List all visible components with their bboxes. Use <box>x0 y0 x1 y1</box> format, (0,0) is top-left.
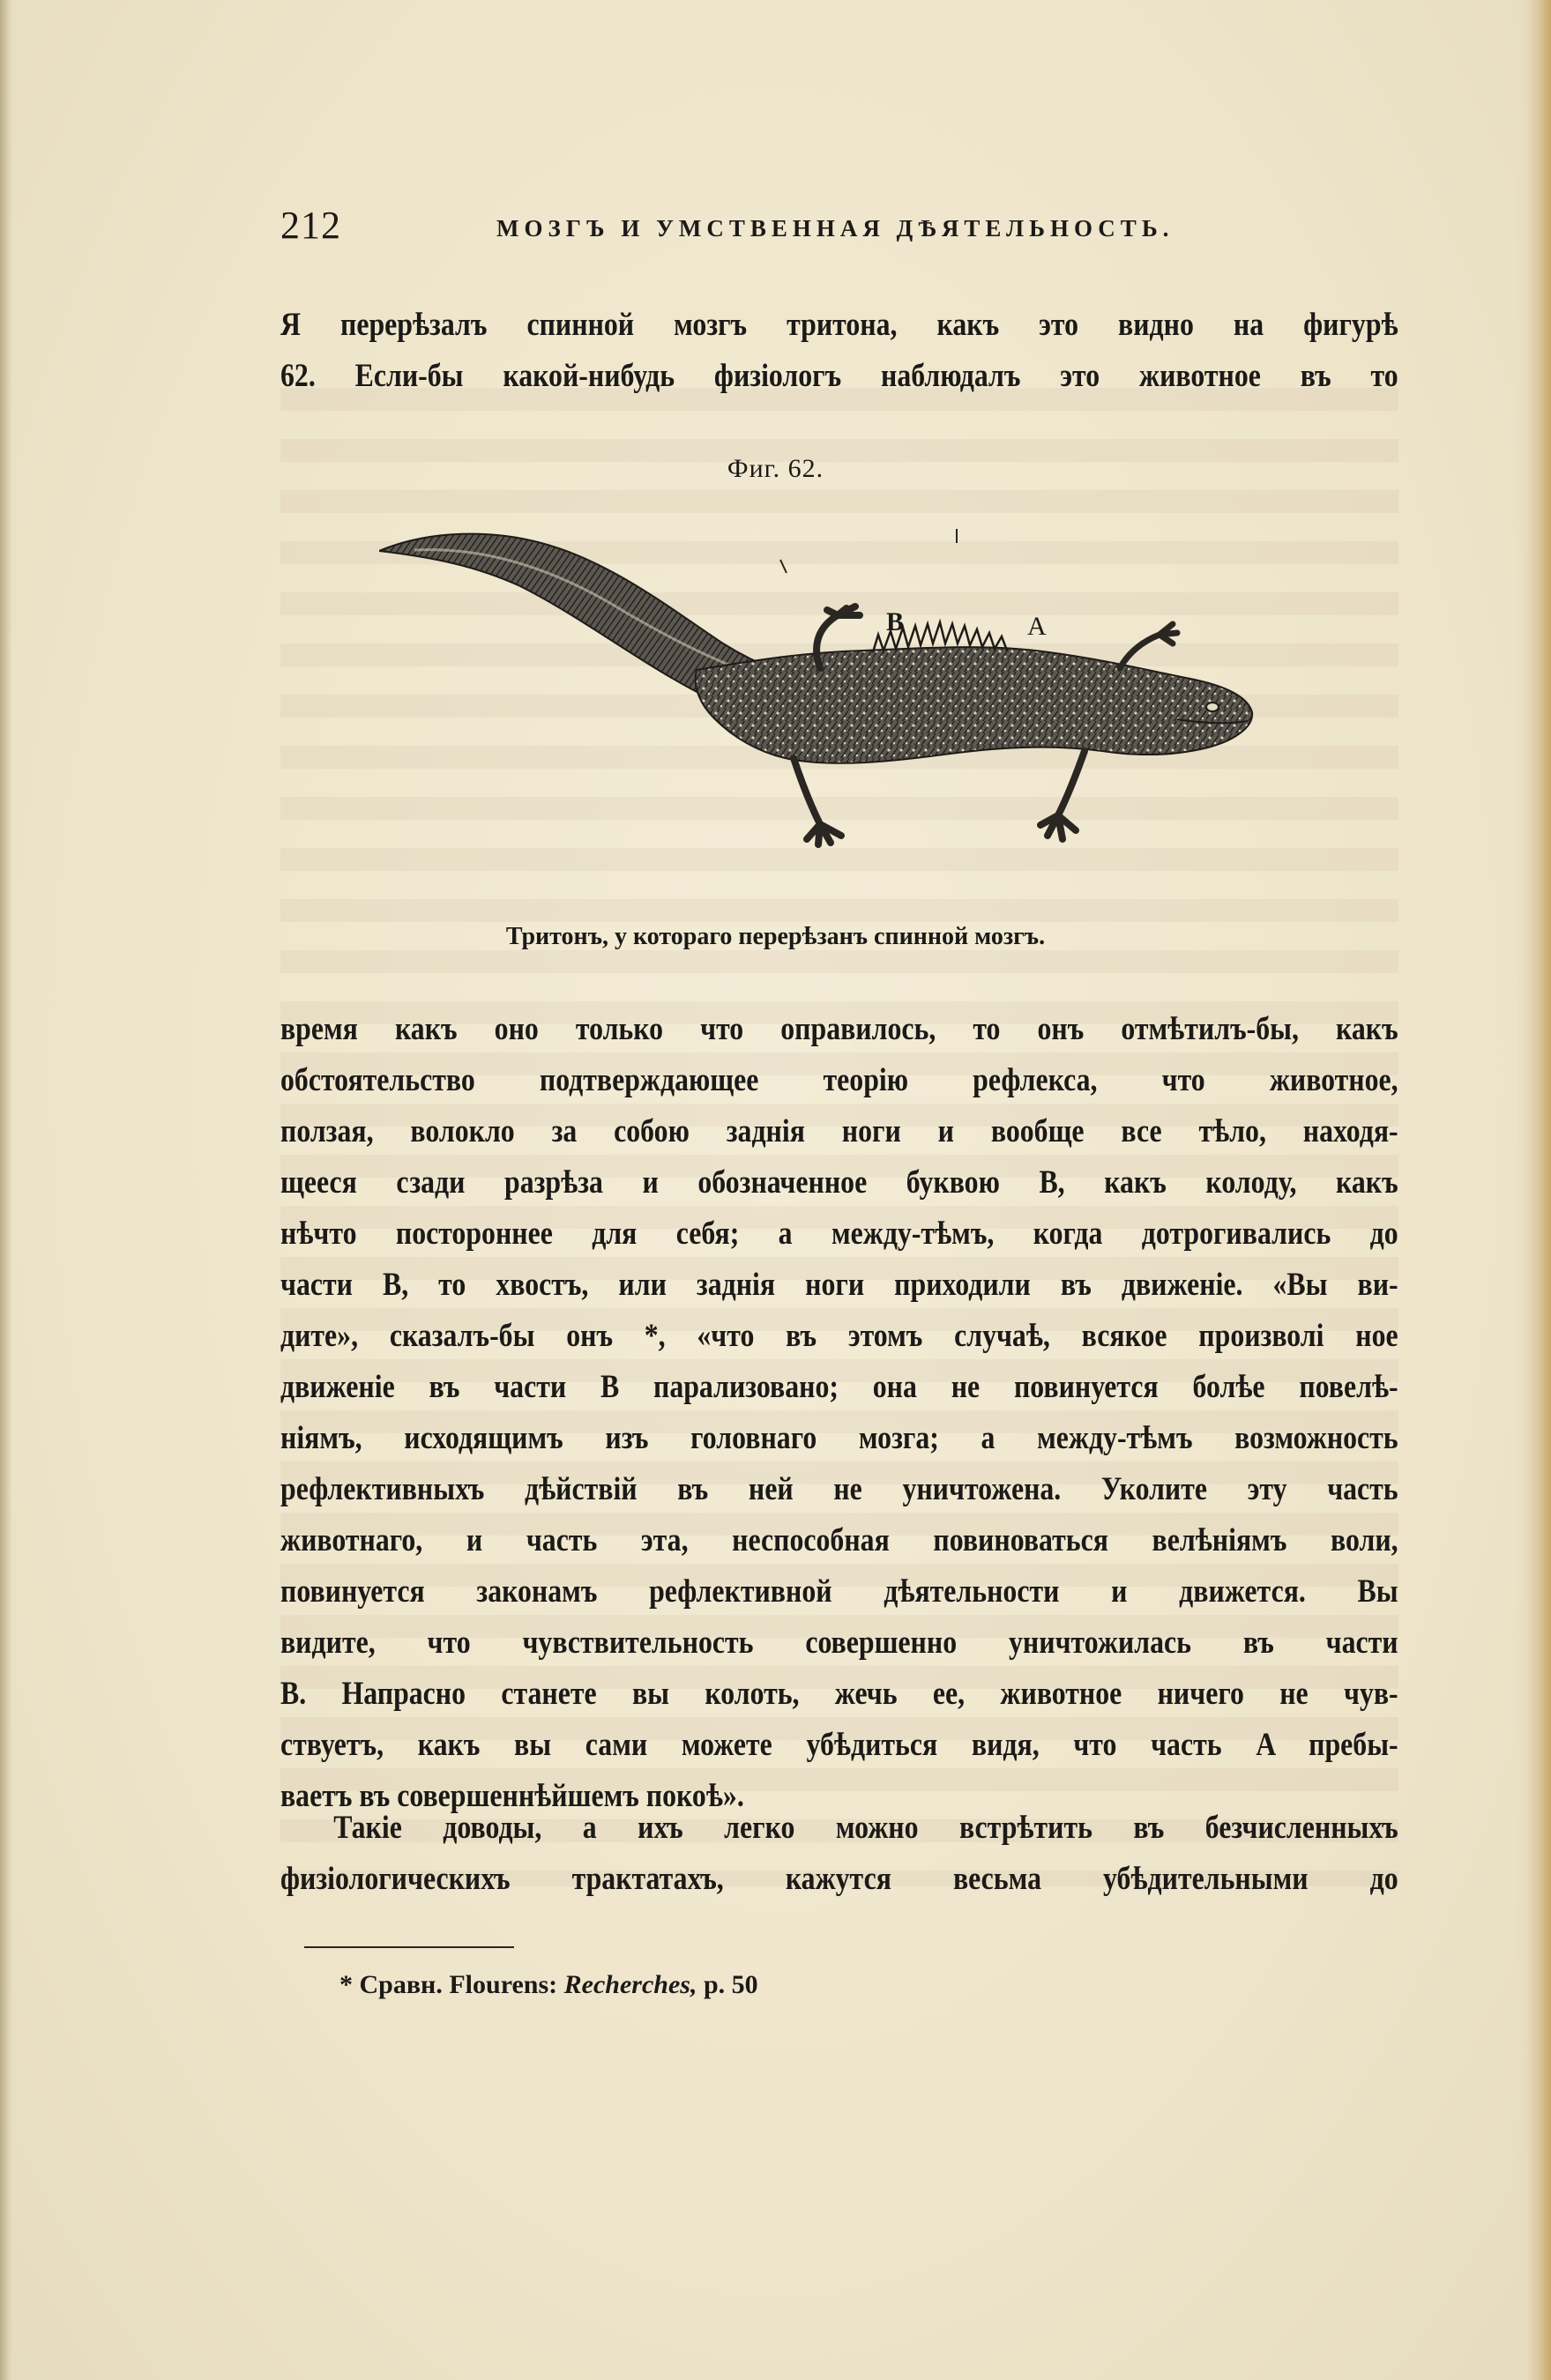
footnote-title: Recherches, <box>563 1970 697 1999</box>
text-line: Я перерѣзалъ спинной мозгъ тритона, какъ это видно на фигурѣ <box>280 307 1398 343</box>
text-line: животнаго, и часть эта, неспособная повиноваться велѣніямъ воли, <box>280 1522 1398 1558</box>
text-line: ползая, волокло за собою заднія ноги и вообще все тѣло, находя- <box>280 1113 1398 1149</box>
body-paragraph <box>280 1004 1398 1822</box>
text-line: видите, что чувствительность совершенно уничтожилась въ части <box>280 1625 1398 1661</box>
newt-front-leg-lower <box>1040 751 1085 839</box>
text-line: ваетъ въ совершеннѣйшемъ покоѣ». <box>280 1778 744 1814</box>
final-paragraph <box>280 1803 1398 1905</box>
newt-engraving <box>379 511 1296 899</box>
text-line: B. Напрасно станете вы колоть, жечь ее, животное ничего не чув- <box>280 1676 1398 1712</box>
page-binding-shadow <box>0 0 12 2380</box>
newt-eye <box>1206 703 1219 711</box>
footnote-page: p. 50 <box>703 1970 758 1999</box>
footnote-author: Flourens: <box>449 1970 558 1999</box>
text-line: 62. Если-бы какой-нибудь физіологъ наблюдалъ это животное въ то <box>280 358 1398 394</box>
text-line: повинуется законамъ рефлективной дѣятельности и движется. Вы <box>280 1573 1398 1610</box>
footnote <box>339 1970 758 2000</box>
newt-body <box>696 647 1252 763</box>
text-line: ствуетъ, какъ вы сами можете убѣдиться видя, что часть A пребы- <box>280 1727 1398 1763</box>
page-header <box>280 203 1398 256</box>
text-line: ніямъ, исходящимъ изъ головнаго мозга; а между-тѣмъ возможность <box>280 1420 1398 1456</box>
page-number: 212 <box>280 204 341 247</box>
text-line: время какъ оно только что оправилось, то онъ отмѣтилъ-бы, какъ <box>280 1011 1398 1047</box>
running-title: МОЗГЪ И УМСТВЕННАЯ ДѢЯТЕЛЬНОСТЬ. <box>496 215 1174 242</box>
figure-label: Фиг. 62. <box>727 454 824 483</box>
body-text <box>280 1004 1398 1822</box>
figure-marker-a: A <box>1027 612 1047 641</box>
text-line: движеніе въ части B парализовано; она не повинуется болѣе повелѣ- <box>280 1369 1398 1405</box>
page-edge-stain <box>1516 0 1551 2380</box>
intro-paragraph <box>280 300 1398 402</box>
intro-text <box>280 300 1398 402</box>
tail-tick-mark <box>780 560 787 573</box>
text-line: части B, то хвостъ, или заднія ноги приходили въ движеніе. «Вы ви- <box>280 1267 1398 1303</box>
text-line: рефлективныхъ дѣйствій въ ней не уничтожена. Уколите эту часть <box>280 1471 1398 1507</box>
text-line: обстоятельство подтверждающее теорію рефлекса, что животное, <box>280 1062 1398 1098</box>
figure-caption: Тритонъ, у котораго перерѣзанъ спинной мозгъ. <box>505 923 1046 950</box>
footnote-rule <box>304 1946 514 1948</box>
footnote-marker: * Сравн. <box>339 1970 443 1999</box>
newt-front-leg-upper <box>1120 624 1177 668</box>
text-line: нѣчто постороннее для себя; а между-тѣмъ, когда дотрогивались до <box>280 1216 1398 1252</box>
newt-illustration <box>379 511 1296 899</box>
text-line: физіологическихъ трактатахъ, кажутся весьма убѣдительными до <box>280 1861 1398 1897</box>
text-line: щееся сзади разрѣза и обозначенное буквою B, какъ колоду, какъ <box>280 1164 1398 1201</box>
text-line: Такіе доводы, а ихъ легко можно встрѣтить въ безчисленныхъ <box>333 1810 1398 1846</box>
final-text <box>280 1803 1398 1905</box>
text-line: дите», сказалъ-бы онъ *, «что въ этомъ случаѣ, всякое произволі ное <box>280 1318 1398 1354</box>
newt-hind-leg-lower <box>794 758 841 844</box>
figure-marker-b: B <box>886 607 905 636</box>
